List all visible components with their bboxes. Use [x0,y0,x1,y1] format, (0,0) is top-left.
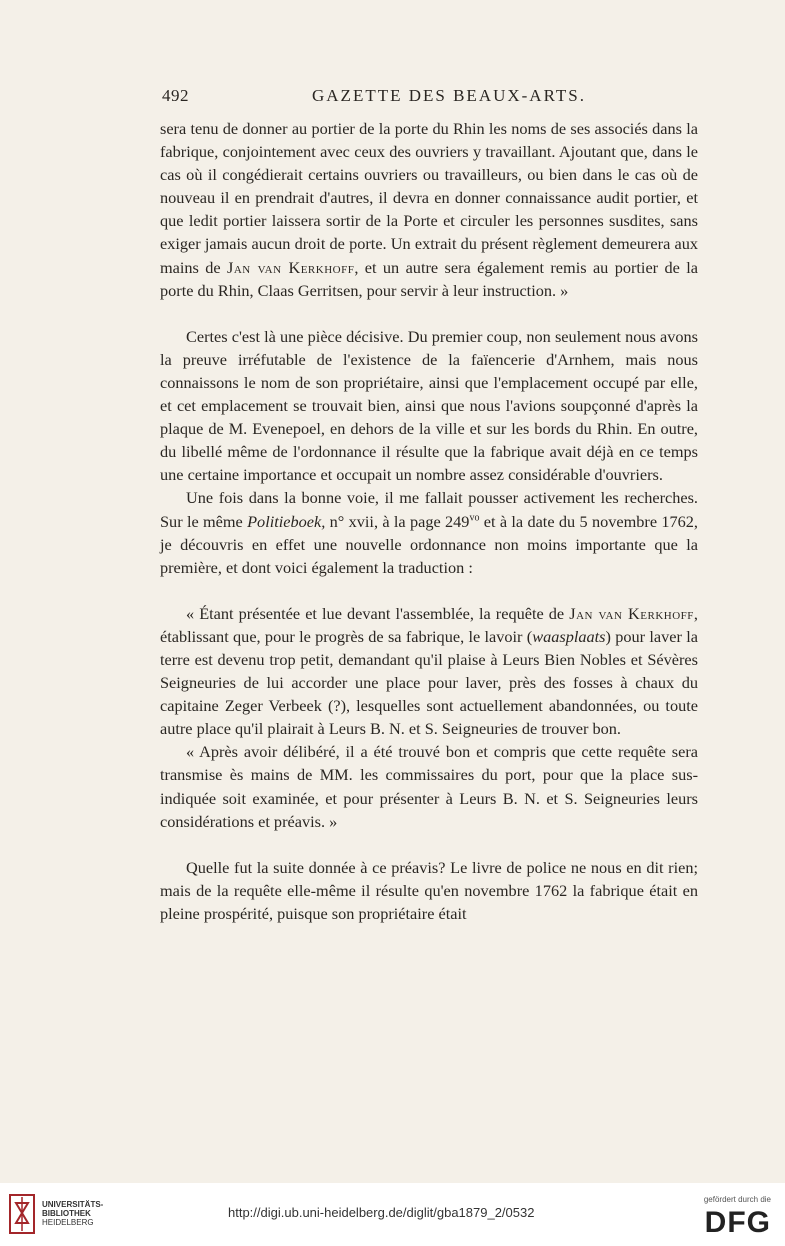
footer-bar [0,1183,785,1246]
paragraph-1: sera tenu de donner au portier de la porte du Rhin les noms de ses associés dans la fabrique, conjointement avec ceux des ouvriers y travaillant. Ajoutant que, dans le cas où il congédierait certains ouvriers ou travailleurs, ou bien dans le cas où de nouveau il en prendrait d'autres, il devra en donner connaissance audit portier, et que ledit portier laissera sortir de la Porte et circuler les personnes susdites, sans exiger jamais aucun droit de porte. Un extrait du présent règlement demeurera aux mains de Jan van Kerkhoff, et un autre sera également remis au portier de la porte du Rhin, Claas Gerritsen, pour servir à leur instruction. » [160,119,698,300]
sponsor-caption: gefördert durch die [703,1195,771,1204]
person-name: Jan van Kerkhoff [227,257,355,277]
dutch-term: waasplaats [532,626,606,646]
verso-superscript: vo [469,512,480,524]
paragraph-4: « Étant présentée et lue devant l'assemblée, la requête de Jan van Kerkhoff, établissant que, pour le progrès de sa fabrique, le lavoir (waasplaats) pour laver la terre est devenu trop petit, demandant qu'il plaise à Leurs Bien Nobles et Sévères Seigneuries de lui accorder une place pour laver, près des fosses à chaux du capitaine Zeger Verbeek (?), lesquelles sont actuellement abandonnées, ou toute autre place qu'il plairait à Leurs B. N. et S. Seigneuries de trouver bon. [160,603,698,739]
sponsor-block [704,1195,771,1238]
university-library-logo-icon [8,1193,36,1235]
dfg-logo: DFG [704,1206,771,1239]
running-title: GAZETTE DES BEAUX-ARTS. [312,86,586,105]
paragraph-5: « Après avoir délibéré, il a été trouvé bon et compris que cette requête sera transmise ès mains de MM. les commissaires du port, pour que la place sus-indiquée soit examinée, et pour présenter à Leurs B. N. et S. Seigneuries leurs considérations et préavis. » [160,742,698,831]
book-title: Politieboek, [247,511,326,531]
page-header [162,86,698,110]
person-name: Jan van Kerkhoff [569,603,694,623]
library-name: UNIVERSITÄTS- BIBLIOTHEK HEIDELBERG [42,1200,104,1227]
paragraph-6: Quelle fut la suite donnée à ce préavis? Le livre de police ne nous en dit rien; mais de la requête elle-même il résulte qu'en novembre 1762 la fabrique était en pleine prospérité, puisque son propriétaire était [160,857,698,923]
page-number: 492 [162,86,189,105]
permalink-url[interactable]: http://digi.ub.uni-heidelberg.de/diglit/gba1879_2/0532 [228,1205,535,1220]
paragraph-2: Certes c'est là une pièce décisive. Du premier coup, non seulement nous avons la preuve irréfutable de l'existence de la faïencerie d'Arnhem, mais nous connaissons le nom de son propriétaire, ainsi que l'emplacement occupé par elle, et cet emplacement se trouvait bien, ainsi que nous l'avions soupçonné d'après la plaque de M. Evenepoel, en dehors de la ville et sur les bords du Rhin. En outre, du libellé même de l'ordonnance il résulte que la fabrique avait déjà en ce temps une certaine importance et occupait un nombre assez considérable d'ouvriers. [160,326,698,485]
body-text [160,117,698,925]
paragraph-3: Une fois dans la bonne voie, il me fallait pousser activement les recherches. Sur le même Politieboek, n° xvii, à la page $249^{vo}$ et à la date du 5 novembre 1762, je découvris en effet une nouvelle ordonnance non moins importante que la première, et dont voici également la traduction : [160,488,698,577]
